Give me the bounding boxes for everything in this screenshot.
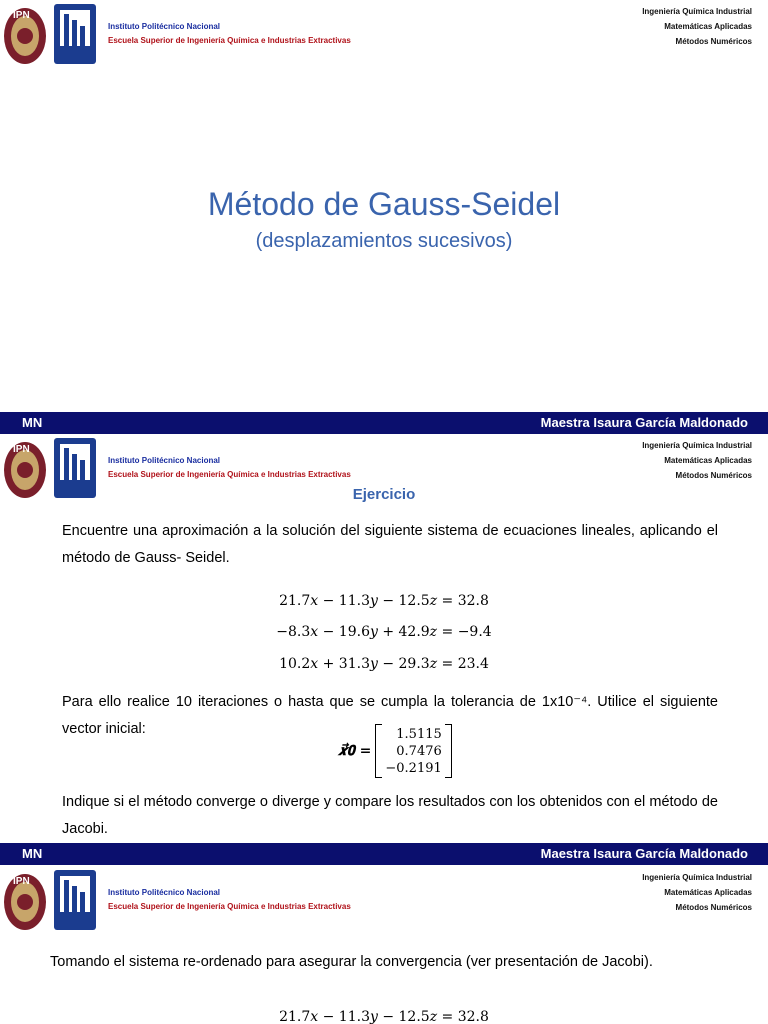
vector-value: 0.7476: [396, 743, 442, 759]
equation-3: 10.2𝑥 + 31.3𝑦 − 29.3𝑧 = 23.4: [279, 656, 489, 672]
vector-label: 𝒙⃗𝟎 =: [338, 743, 372, 759]
course-line: Ingeniería Química Industrial: [642, 7, 752, 16]
slide-reordered: [0, 866, 768, 1024]
footer-author: Maestra Isaura García Maldonado: [540, 846, 748, 861]
svg-text:IPN: IPN: [13, 876, 30, 887]
ipn-logo: [2, 868, 48, 932]
school-name: Escuela Superior de Ingeniería Química e Industrias Extractivas: [108, 470, 351, 479]
exercise-instructions: Para ello realice 10 iteraciones o hasta que se cumpla la tolerancia de 1x10⁻⁴. Utilice el siguiente vector inicial:: [62, 694, 718, 737]
course-block: [642, 438, 752, 483]
course-block: [642, 870, 752, 915]
exercise-closing: Indique si el método converge o diverge y compare los resultados con los obtenidos con el método de Jacobi.: [62, 794, 718, 837]
institute-name: Instituto Politécnico Nacional: [108, 22, 221, 31]
institution-block: [108, 20, 351, 48]
course-line: Matemáticas Aplicadas: [664, 888, 752, 897]
institute-name: Instituto Politécnico Nacional: [108, 888, 221, 897]
exercise-heading: Ejercicio: [352, 486, 416, 503]
svg-text:IPN: IPN: [13, 10, 30, 21]
footer-left: MN: [22, 415, 43, 430]
svg-text:IPN: IPN: [13, 444, 30, 455]
course-block: [642, 4, 752, 49]
slide-subtitle-text: (desplazamientos sucesivos): [255, 230, 513, 252]
course-line: Matemáticas Aplicadas: [664, 456, 752, 465]
institute-name: Instituto Politécnico Nacional: [108, 456, 221, 465]
vector-value: −0.2191: [385, 760, 442, 776]
institution-block: [108, 454, 351, 482]
esiqie-logo: [52, 2, 98, 66]
left-bracket: [375, 724, 382, 778]
equation-1: 21.7𝑥 − 11.3𝑦 − 12.5𝑧 = 32.8: [279, 1009, 489, 1024]
slide-footer: [0, 412, 768, 434]
initial-vector: [338, 726, 452, 776]
exercise-intro: Encuentre una aproximación a la solución del siguiente sistema de ecuaciones lineales, aplicando el método de Gauss- Seidel.: [62, 523, 718, 566]
course-line: Métodos Numéricos: [675, 903, 752, 912]
course-line: Métodos Numéricos: [675, 37, 752, 46]
vector-value: 1.5115: [396, 726, 442, 742]
ipn-logo: [2, 2, 48, 66]
right-bracket: [445, 724, 452, 778]
course-line: Métodos Numéricos: [675, 471, 752, 480]
course-line: Ingeniería Química Industrial: [642, 873, 752, 882]
footer-author: Maestra Isaura García Maldonado: [540, 415, 748, 430]
equation-2: −8.3𝑥 − 19.6𝑦 + 42.9𝑧 = −9.4: [276, 624, 492, 640]
slide-title: [0, 0, 768, 412]
esiqie-logo: [52, 868, 98, 932]
course-line: Matemáticas Aplicadas: [664, 22, 752, 31]
vector-values: [382, 726, 444, 777]
school-name: Escuela Superior de Ingeniería Química e Industrias Extractivas: [108, 36, 351, 45]
reordered-text: Tomando el sistema re-ordenado para asegurar la convergencia (ver presentación de Jacobi).: [50, 954, 653, 970]
footer-left: MN: [22, 846, 43, 861]
school-name: Escuela Superior de Ingeniería Química e Industrias Extractivas: [108, 902, 351, 911]
slide-exercise: [0, 434, 768, 843]
course-line: Ingeniería Química Industrial: [642, 441, 752, 450]
institution-block: [108, 886, 351, 914]
equation-1: 21.7𝑥 − 11.3𝑦 − 12.5𝑧 = 32.8: [279, 593, 489, 609]
slide-title-text: Método de Gauss-Seidel: [207, 186, 561, 222]
slide-footer: [0, 843, 768, 865]
